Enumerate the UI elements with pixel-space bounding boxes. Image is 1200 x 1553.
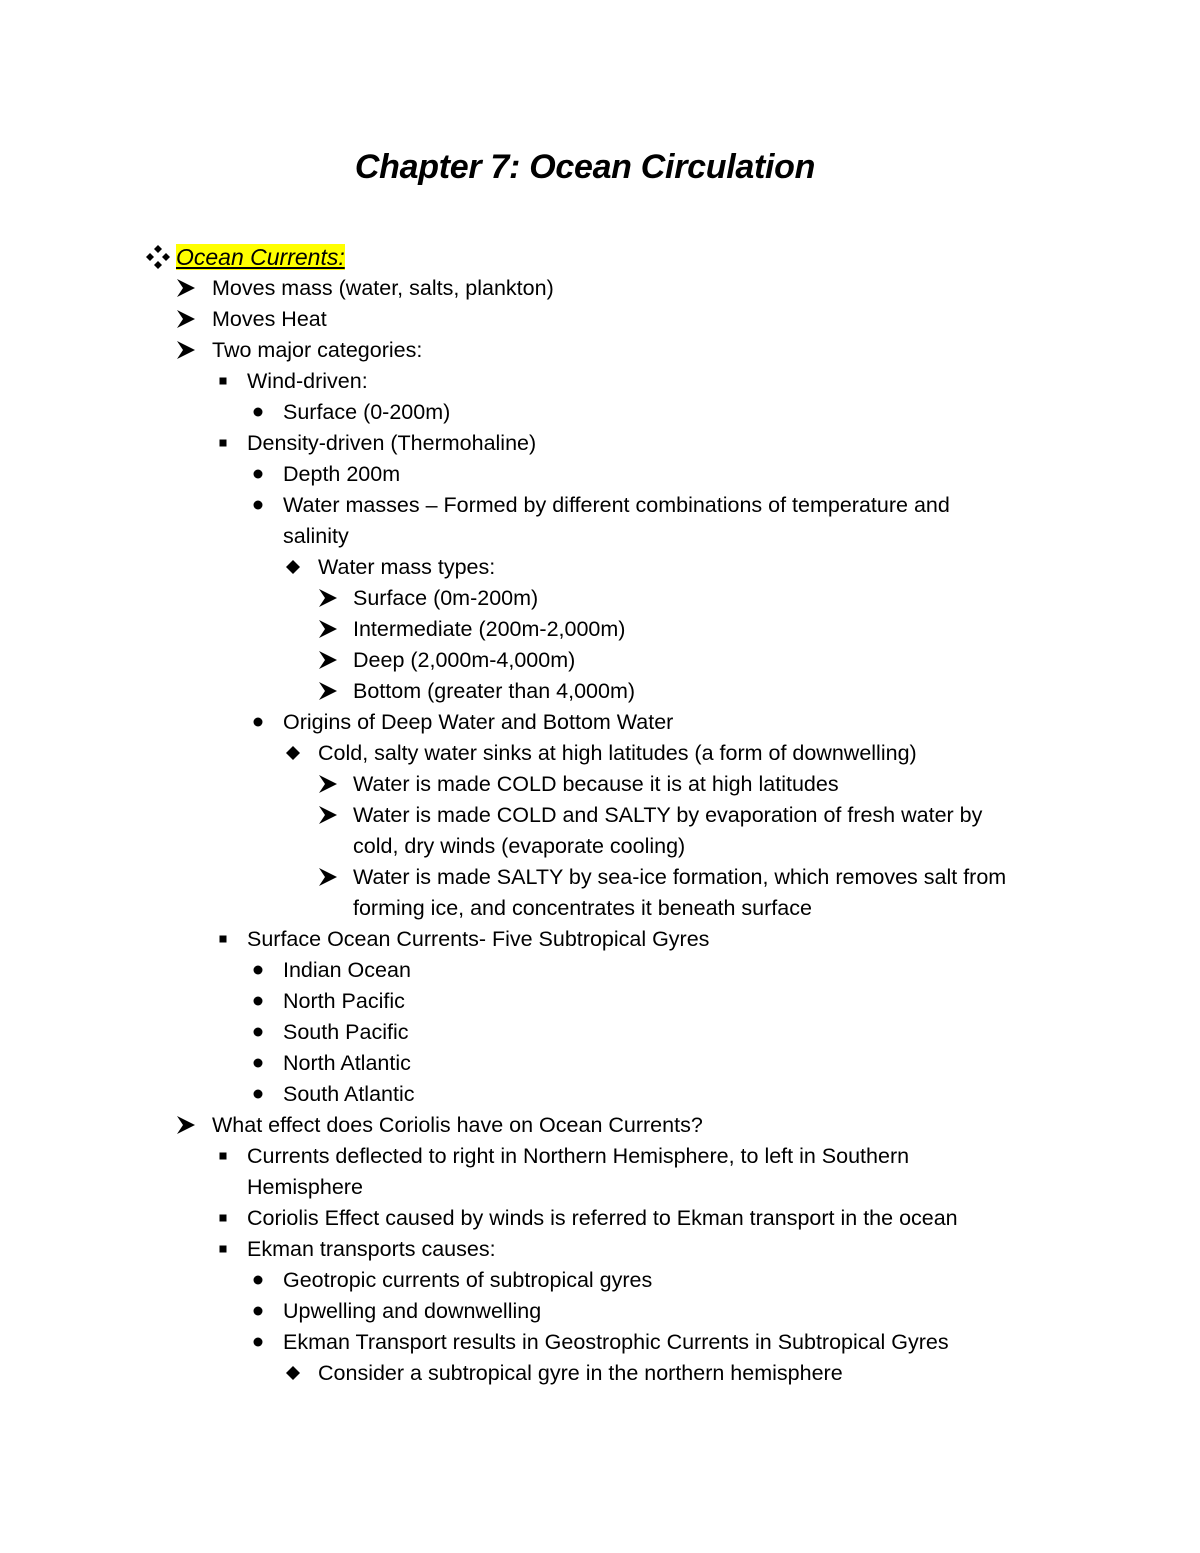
outline-item [247, 924, 709, 955]
outline-item-text: Water is made COLD because it is at high latitudes [353, 772, 839, 796]
outline-item-text: Consider a subtropical gyre in the northern hemisphere [318, 1361, 843, 1385]
outline-item [353, 769, 839, 800]
outline-item-text: North Atlantic [283, 1051, 411, 1075]
arrowhead-icon [173, 1113, 199, 1139]
outline-item [283, 490, 950, 521]
outline-item [353, 614, 625, 645]
outline-item-text: South Pacific [283, 1020, 409, 1044]
square-bullet-icon [210, 1144, 236, 1170]
outline-item-text: Ekman transports causes: [247, 1237, 496, 1261]
outline-item [353, 831, 685, 862]
outline-item-text: salinity [283, 524, 349, 548]
outline-item-text: Origins of Deep Water and Bottom Water [283, 710, 674, 734]
outline-item [318, 1358, 843, 1389]
outline-item [353, 893, 812, 924]
outline-item-text: North Pacific [283, 989, 405, 1013]
outline-item [283, 459, 400, 490]
outline-item-text: Cold, salty water sinks at high latitudes (a form of downwelling) [318, 741, 917, 765]
round-bullet-icon [245, 1330, 271, 1356]
diamond-bullet-icon [280, 741, 306, 767]
arrowhead-icon [315, 865, 341, 891]
outline-item [283, 1017, 408, 1048]
square-bullet-icon [210, 369, 236, 395]
outline-item [247, 1234, 496, 1265]
outline-item [212, 304, 327, 335]
outline-item [212, 1110, 703, 1141]
outline-item-text: Currents deflected to right in Northern Hemisphere, to left in Southern [247, 1144, 910, 1168]
outline-item [247, 366, 368, 397]
outline-item-text: Water is made SALTY by sea-ice formation, which removes salt from [353, 865, 1007, 889]
outline-item-text: Surface (0-200m) [283, 400, 451, 424]
outline-item-text: Moves mass (water, salts, plankton) [212, 276, 554, 300]
four-diamond-icon [145, 245, 171, 271]
outline-item [318, 552, 495, 583]
outline-item [247, 428, 536, 459]
arrowhead-icon [315, 803, 341, 829]
outline-item [212, 273, 554, 304]
outline-item-text: Moves Heat [212, 307, 327, 331]
outline-item [283, 1265, 652, 1296]
outline-item [283, 986, 405, 1017]
outline-item-text: Density-driven (Thermohaline) [247, 431, 537, 455]
round-bullet-icon [245, 958, 271, 984]
outline-item-text: Two major categories: [212, 338, 423, 362]
square-bullet-icon [210, 1237, 236, 1263]
outline-item [283, 397, 450, 428]
outline-item-text: Ekman Transport results in Geostrophic Currents in Subtropical Gyres [283, 1330, 949, 1354]
arrowhead-icon [315, 772, 341, 798]
page-title: Chapter 7: Ocean Circulation [354, 148, 816, 186]
outline-item-text: Water mass types: [318, 555, 496, 579]
outline-item [353, 645, 575, 676]
outline-item [283, 955, 411, 986]
arrowhead-icon [315, 617, 341, 643]
outline-item-text: forming ice, and concentrates it beneath surface [353, 896, 812, 920]
section-heading [176, 242, 345, 274]
arrowhead-icon [173, 338, 199, 364]
outline-item [247, 1141, 909, 1172]
outline-item-text: What effect does Coriolis have on Ocean Currents? [212, 1113, 703, 1137]
arrowhead-icon [173, 307, 199, 333]
outline-item-text: Geotropic currents of subtropical gyres [283, 1268, 653, 1292]
outline-item-text: Surface Ocean Currents- Five Subtropical Gyres [247, 927, 710, 951]
outline-item [283, 521, 349, 552]
round-bullet-icon [245, 1051, 271, 1077]
outline-item [283, 1296, 541, 1327]
outline-item-text: Wind-driven: [247, 369, 368, 393]
arrowhead-icon [315, 679, 341, 705]
outline-item-text: Hemisphere [247, 1175, 363, 1199]
outline-item [212, 335, 422, 366]
outline-item [247, 1172, 363, 1203]
outline-item-text: Surface (0m-200m) [353, 586, 539, 610]
round-bullet-icon [245, 989, 271, 1015]
outline-item-text: Bottom (greater than 4,000m) [353, 679, 636, 703]
square-bullet-icon [210, 431, 236, 457]
round-bullet-icon [245, 400, 271, 426]
outline-item [283, 1079, 414, 1110]
outline-item-text: Upwelling and downwelling [283, 1299, 542, 1323]
outline-item [353, 583, 538, 614]
arrowhead-icon [315, 586, 341, 612]
round-bullet-icon [245, 1020, 271, 1046]
arrowhead-icon [173, 276, 199, 302]
round-bullet-icon [245, 710, 271, 736]
outline-item [353, 862, 1006, 893]
section-heading-text: Ocean Currents: [176, 244, 345, 270]
diamond-bullet-icon [280, 555, 306, 581]
round-bullet-icon [245, 1082, 271, 1108]
outline-item [318, 738, 917, 769]
round-bullet-icon [245, 1268, 271, 1294]
outline-item [247, 1203, 958, 1234]
square-bullet-icon [210, 1206, 236, 1232]
outline-item [283, 1327, 949, 1358]
outline-item [353, 676, 635, 707]
outline-item-text: cold, dry winds (evaporate cooling) [353, 834, 686, 858]
outline-item-text: South Atlantic [283, 1082, 415, 1106]
outline-item [283, 1048, 411, 1079]
outline-item-text: Indian Ocean [283, 958, 411, 982]
round-bullet-icon [245, 462, 271, 488]
outline-item [283, 707, 673, 738]
outline-item-text: Water is made COLD and SALTY by evaporation of fresh water by [353, 803, 983, 827]
outline-item [353, 800, 982, 831]
round-bullet-icon [245, 493, 271, 519]
square-bullet-icon [210, 927, 236, 953]
round-bullet-icon [245, 1299, 271, 1325]
outline-item-text: Deep (2,000m-4,000m) [353, 648, 576, 672]
diamond-bullet-icon [280, 1361, 306, 1387]
arrowhead-icon [315, 648, 341, 674]
outline-item-text: Coriolis Effect caused by winds is referred to Ekman transport in the ocean [247, 1206, 958, 1230]
outline-item-text: Depth 200m [283, 462, 401, 486]
outline-item-text: Intermediate (200m-2,000m) [353, 617, 626, 641]
outline-item-text: Water masses – Formed by different combinations of temperature and [283, 493, 950, 517]
